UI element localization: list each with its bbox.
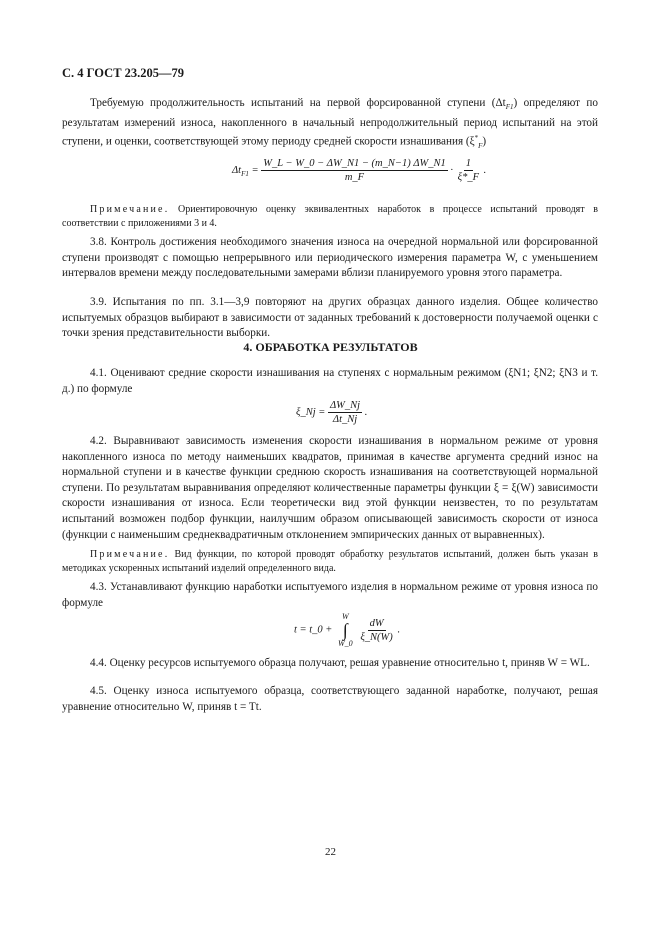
paragraph-4-1: 4.1. Оценивают средние скорости изнашивания на ступенях с нормальным режимом (ξN1; ξN2; ξN3 и т. д.) по формуле (62, 367, 598, 395)
paragraph-3-8: 3.8. Контроль достижения необходимого значения износа на очередной нормальной или форсированной ступени производят с помощью непрерывного или периодического измерения параметра W, с уменьшением интервалов времени между последовательными замерами вблизи планируемого уровня этого параметра. (62, 236, 598, 280)
page-header: С. 4 ГОСТ 23.205—79 (62, 66, 185, 80)
section-4-heading: 4. ОБРАБОТКА РЕЗУЛЬТАТОВ (243, 340, 418, 354)
paragraph-3-7-continued: Требуемую продолжительность испытаний на первой форсированной ступени $(\Delta t_{F1})$ определяют по результатам измерений износа, накопленного в начальный непродолжительный период испытаний на этой ступени, и оценки, соответствующей этому периоду средней скорости изнашивания $(\xi^*_F)$ (62, 97, 599, 151)
paragraph-4-3: 4.3. Устанавливают функцию наработки испытуемого изделия в нормальном режиме от уровня износа по формуле (62, 581, 598, 609)
paragraph-4-5: 4.5. Оценку износа испытуемого образца, соответствующего заданной наработке, получают, решая уравнение относительно W, приняв t = Tt. (62, 685, 598, 713)
formula-xi-nj: ξ_Nj = $\frac{\Delta W\_Nj}{\Delta t\_Nj}$ . (296, 400, 368, 425)
formula-1-main-fraction: $\frac{W\_L - W\_0 - \Delta W\_N1 - (m\_N-1) \Delta W\_N1}{m\_F}$ (263, 158, 446, 183)
paragraph-4-2: 4.2. Выравнивают зависимость изменения скорости изнашивания в нормальном режиме от уровня накопленного износа по методу наименьших квадратов, принимая в качестве аргумента средний износ на нормальной ступени и в качестве функции среднюю скорость изнашивания на соответствующей нормальной ступени. По результатам выравнивания определяют количественные параметры функции ξ = ξ(W) зависимости скорости изнашивания от износа. Если теоретически вид этой функции неизвестен, то по результатам испытаний возможен подбор функции, наилучшим образом описывающей зависимость скорости от износа (функции с наименьшим среднеквадратичным отклонением эмпирических данных от выравненных). (62, 435, 598, 541)
integral-sign: W ∫ W_0 (338, 612, 353, 648)
paragraph-4-4: 4.4. Оценку ресурсов испытуемого образца получают, решая уравнение относительно t, приняв W = WL. (90, 657, 590, 669)
formula-operating-time: t = t_0 + W ∫ W_0 $\frac{dW}{\xi\_N(W)}$ . (294, 612, 401, 648)
formula-delta-t-f1: $\Delta t_{F1}$ = $\frac{W\_L - W\_0 - \Delta W\_N1 - (m\_N-1) \Delta W\_N1}{m\_F}$ · $\frac{1}{\xi*\_F}$ . (232, 158, 487, 183)
note-equivalent-operation: Примечание. Ориентировочную оценку эквивалентных наработок в процессе испытаний проводят в соответствии с приложениями 3 и 4. (62, 204, 598, 229)
paragraph-3-9: 3.9. Испытания по пп. 3.1—3,9 повторяют на других образцах данного изделия. Общее количество испытуемых образцов выбирают в зависимости от заданных требований к достоверности получаемой оценки с точки зрения представительности выборки. (62, 296, 598, 340)
note-function-type: Примечание. Вид функции, по которой проводят обработку результатов испытаний, должен быть указан в методиках ускоренных испытаний изделий определенного вида. (62, 549, 598, 574)
page-number: 22 (325, 846, 336, 858)
formula-1-reciprocal-fraction: $\frac{1}{\xi*\_F}$ (457, 158, 480, 183)
